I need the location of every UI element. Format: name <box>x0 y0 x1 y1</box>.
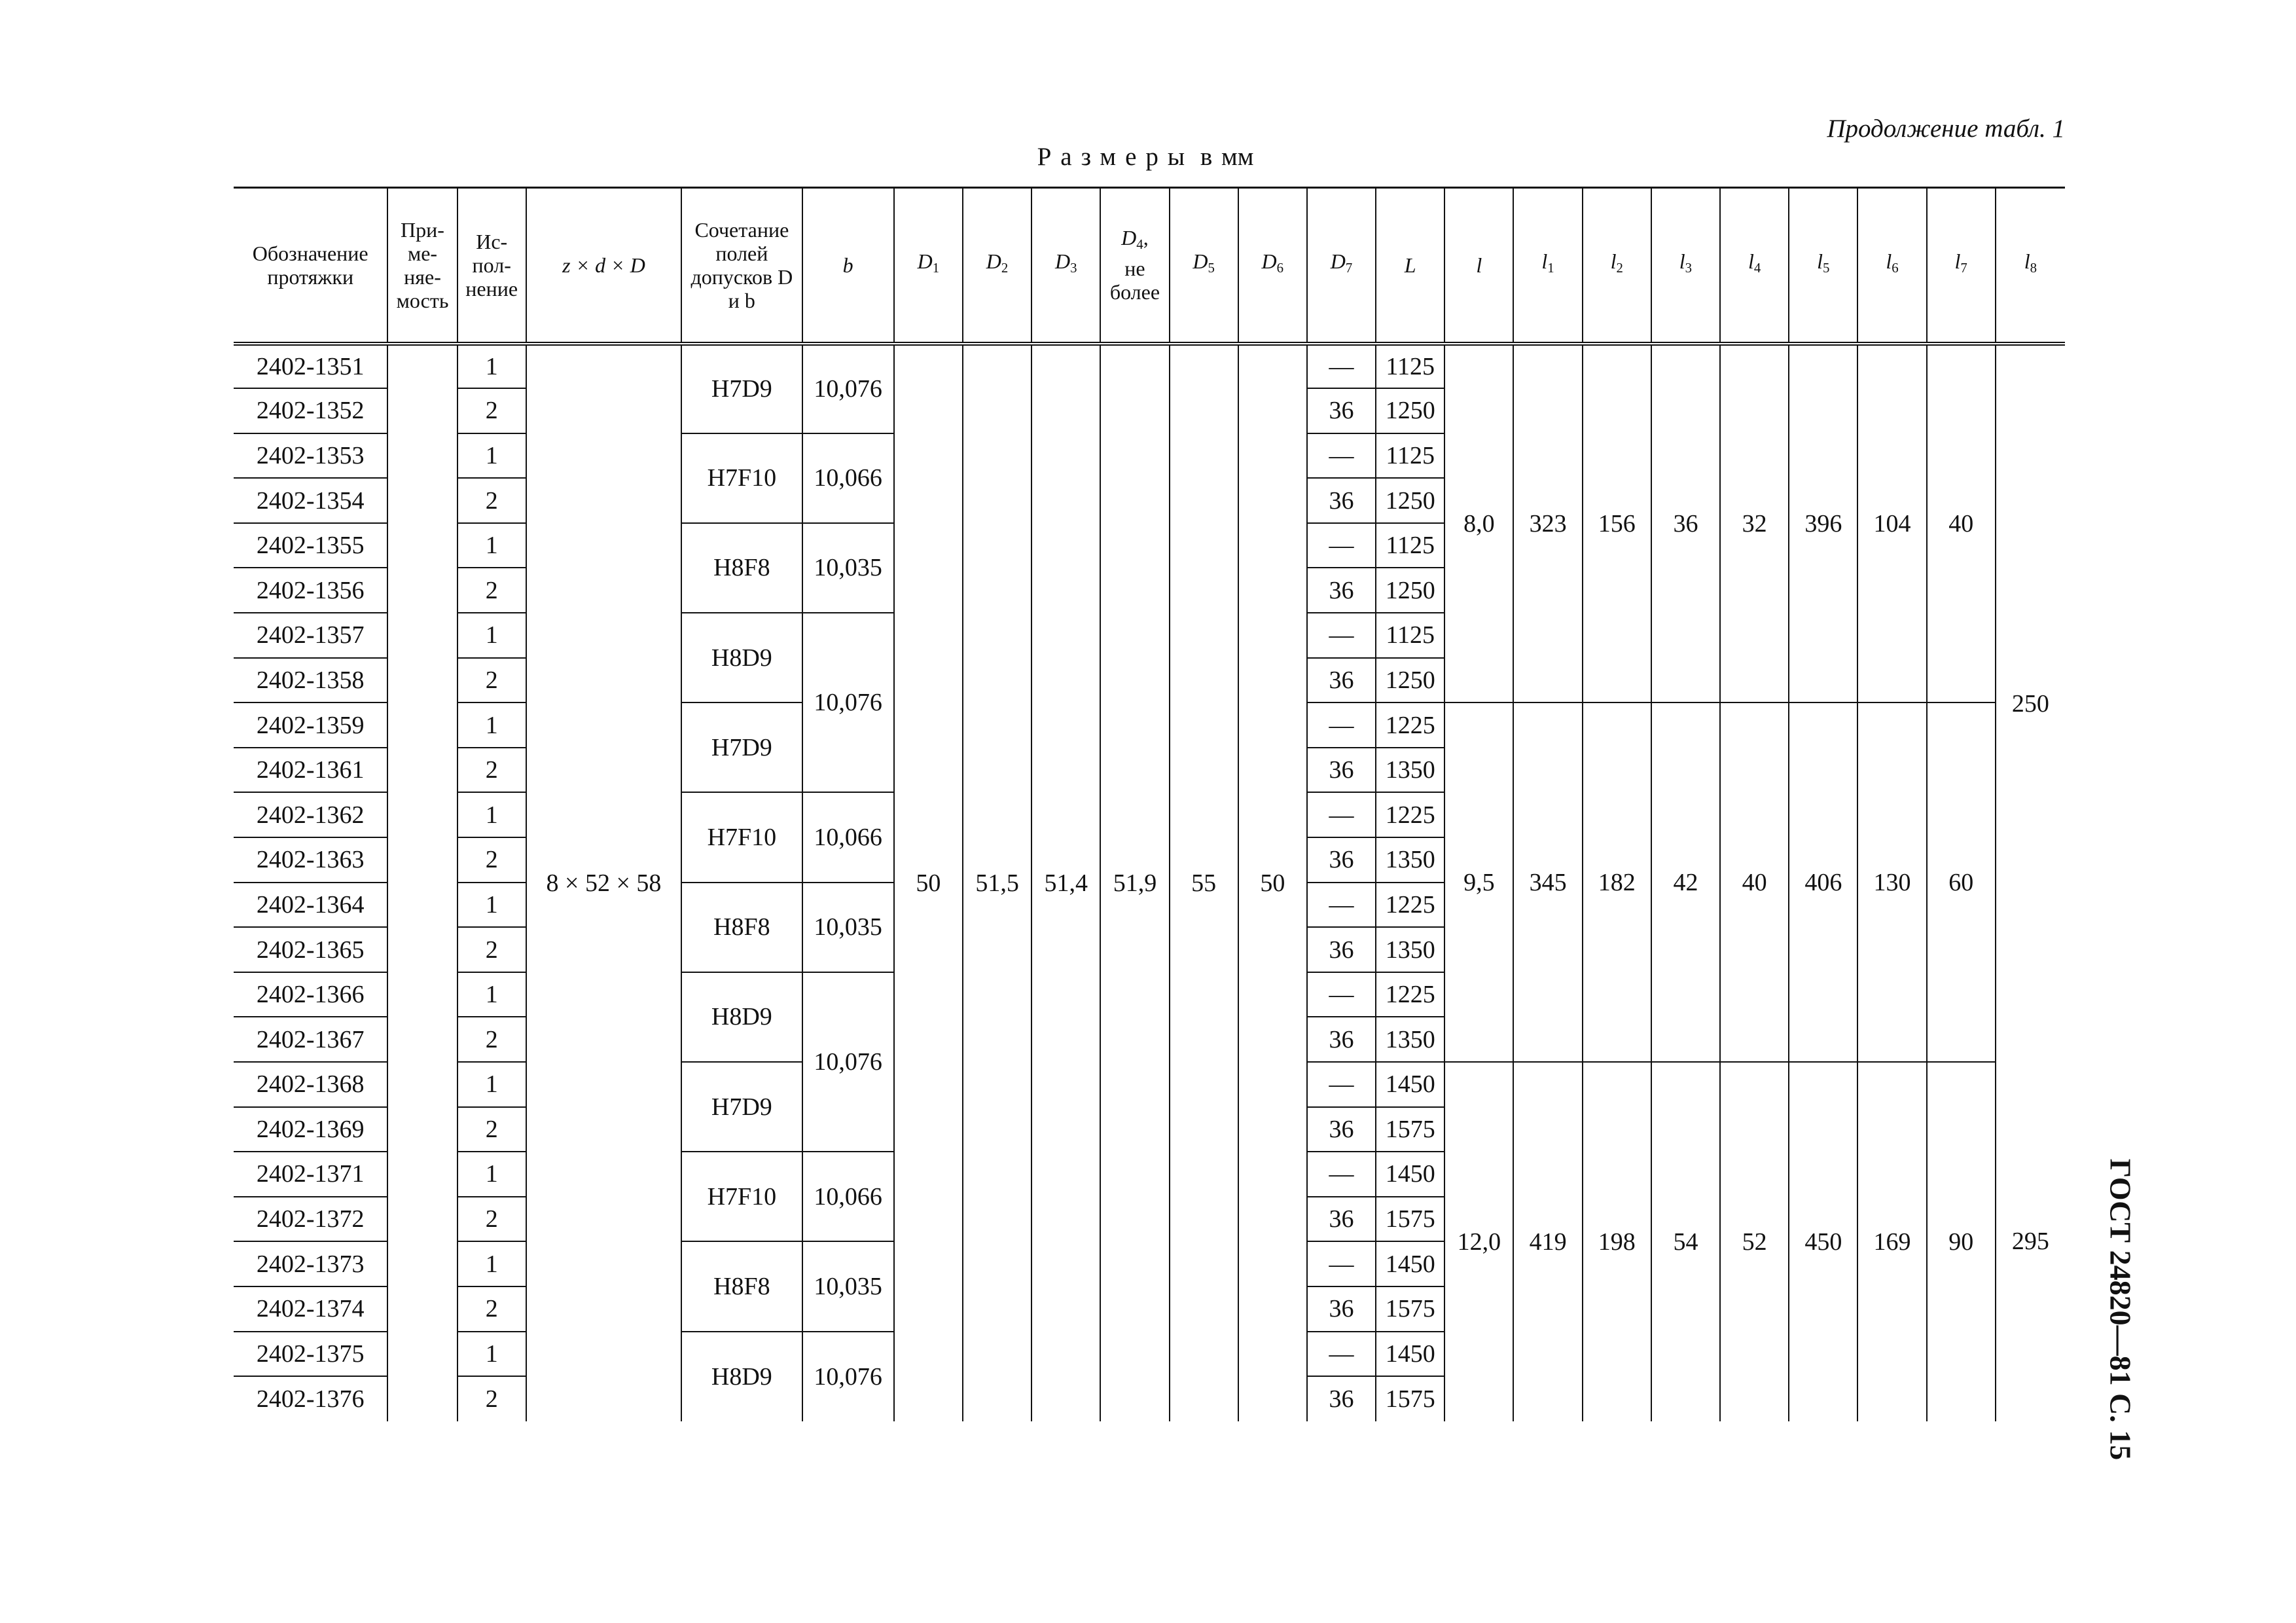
cell-L: 1450 <box>1376 1062 1444 1107</box>
cell-l5: 450 <box>1789 1062 1857 1421</box>
cell-D7: 36 <box>1307 1017 1376 1062</box>
header-L: L <box>1376 188 1444 344</box>
cell-L: 1575 <box>1376 1107 1444 1152</box>
header-l4: $l_4$ <box>1720 188 1789 344</box>
cell-L: 1225 <box>1376 972 1444 1017</box>
cell-D7: — <box>1307 433 1376 479</box>
cell-D7: — <box>1307 883 1376 928</box>
header-l6-index: 6 <box>1892 261 1899 276</box>
cell-version: 2 <box>457 1017 526 1062</box>
cell-version: 2 <box>457 388 526 433</box>
cell-D7: 36 <box>1307 1107 1376 1152</box>
cell-tolerance: H8D9 <box>681 1332 802 1421</box>
cell-D7: — <box>1307 1241 1376 1286</box>
cell-L: 1575 <box>1376 1197 1444 1242</box>
cell-version: 2 <box>457 1376 526 1421</box>
cell-version: 2 <box>457 568 526 613</box>
cell-b: 10,076 <box>802 344 894 433</box>
cell-D7: 36 <box>1307 658 1376 703</box>
cell-version: 1 <box>457 883 526 928</box>
cell-l6: 104 <box>1857 344 1926 703</box>
header-D7-index: 7 <box>1345 261 1353 276</box>
cell-D4: 51,9 <box>1100 344 1169 1421</box>
cell-designation: 2402-1352 <box>234 388 387 433</box>
cell-version: 1 <box>457 792 526 837</box>
cell-L: 1250 <box>1376 658 1444 703</box>
cell-version: 1 <box>457 523 526 568</box>
cell-l8: 250 <box>1996 344 2065 1063</box>
cell-D7: 36 <box>1307 837 1376 883</box>
cell-version: 2 <box>457 927 526 972</box>
cell-L: 1575 <box>1376 1376 1444 1421</box>
cell-l: 9,5 <box>1444 702 1513 1062</box>
cell-version: 1 <box>457 702 526 748</box>
header-D4: $D_4$, не более <box>1100 188 1169 344</box>
header-l5: $l_5$ <box>1789 188 1857 344</box>
cell-b: 10,066 <box>802 433 894 523</box>
cell-designation: 2402-1358 <box>234 658 387 703</box>
cell-l7: 60 <box>1927 702 1996 1062</box>
cell-L: 1350 <box>1376 927 1444 972</box>
units-caption-unit: мм <box>1221 143 1254 171</box>
cell-D7: 36 <box>1307 748 1376 793</box>
cell-l4: 52 <box>1720 1062 1789 1421</box>
cell-designation: 2402-1359 <box>234 702 387 748</box>
cell-tolerance: H8F8 <box>681 1241 802 1331</box>
side-stamp-text: ГОСТ 24820—81 С. 15 <box>2104 1158 2138 1461</box>
cell-L: 1250 <box>1376 568 1444 613</box>
cell-tolerance: H7F10 <box>681 1152 802 1241</box>
cell-version: 2 <box>457 658 526 703</box>
cell-D7: — <box>1307 613 1376 658</box>
cell-designation: 2402-1351 <box>234 344 387 389</box>
cell-D7: — <box>1307 702 1376 748</box>
cell-version: 1 <box>457 1062 526 1107</box>
cell-D7: — <box>1307 523 1376 568</box>
cell-version: 1 <box>457 972 526 1017</box>
header-l: l <box>1444 188 1513 344</box>
cell-l4: 32 <box>1720 344 1789 703</box>
cell-l: 12,0 <box>1444 1062 1513 1421</box>
header-l2: $l_2$ <box>1583 188 1651 344</box>
cell-zdD: 8 × 52 × 58 <box>526 344 681 1421</box>
cell-tolerance: H8D9 <box>681 972 802 1062</box>
cell-version: 2 <box>457 748 526 793</box>
cell-L: 1250 <box>1376 478 1444 523</box>
cell-b: 10,076 <box>802 972 894 1152</box>
cell-l1: 419 <box>1513 1062 1582 1421</box>
header-l2-index: 2 <box>1616 261 1623 276</box>
cell-D7: — <box>1307 1062 1376 1107</box>
cell-D6: 50 <box>1238 344 1307 1421</box>
header-D2-index: 2 <box>1001 261 1009 276</box>
cell-D7: — <box>1307 1152 1376 1197</box>
cell-designation: 2402-1369 <box>234 1107 387 1152</box>
cell-designation: 2402-1357 <box>234 613 387 658</box>
table-header-row <box>234 188 2065 344</box>
header-D4-index: 4 <box>1136 237 1143 253</box>
header-designation: Обозначение протяжки <box>234 188 387 344</box>
header-D2: $D_2$ <box>963 188 1031 344</box>
cell-l3: 54 <box>1651 1062 1720 1421</box>
cell-b: 10,066 <box>802 792 894 882</box>
header-l1: $l_1$ <box>1513 188 1582 344</box>
header-l7-index: 7 <box>1960 261 1967 276</box>
header-D5-index: 5 <box>1208 261 1215 276</box>
cell-tolerance: H8F8 <box>681 523 802 613</box>
cell-b: 10,035 <box>802 883 894 972</box>
cell-D7: — <box>1307 1332 1376 1377</box>
cell-D7: — <box>1307 344 1376 389</box>
cell-L: 1450 <box>1376 1241 1444 1286</box>
cell-l5: 406 <box>1789 702 1857 1062</box>
side-stamp <box>2094 1146 2147 1473</box>
cell-D7: 36 <box>1307 1197 1376 1242</box>
cell-D7: 36 <box>1307 478 1376 523</box>
cell-L: 1350 <box>1376 1017 1444 1062</box>
cell-tolerance: H8D9 <box>681 613 802 702</box>
header-l3-index: 3 <box>1685 261 1693 276</box>
cell-designation: 2402-1374 <box>234 1286 387 1332</box>
cell-D7: 36 <box>1307 1376 1376 1421</box>
cell-L: 1225 <box>1376 792 1444 837</box>
cell-designation: 2402-1372 <box>234 1197 387 1242</box>
cell-version: 2 <box>457 1197 526 1242</box>
cell-L: 1350 <box>1376 837 1444 883</box>
cell-version: 1 <box>457 1241 526 1286</box>
cell-tolerance: H8F8 <box>681 883 802 972</box>
header-tolerance: Сочетание полей допусков D и b <box>681 188 802 344</box>
cell-l5: 396 <box>1789 344 1857 703</box>
cell-designation: 2402-1367 <box>234 1017 387 1062</box>
header-D6: $D_6$ <box>1238 188 1307 344</box>
header-D3-index: 3 <box>1070 261 1077 276</box>
header-l3: $l_3$ <box>1651 188 1720 344</box>
cell-L: 1225 <box>1376 702 1444 748</box>
units-caption-label: Размеры <box>1037 143 1194 171</box>
cell-L: 1125 <box>1376 523 1444 568</box>
cell-l6: 169 <box>1857 1062 1926 1421</box>
cell-designation: 2402-1361 <box>234 748 387 793</box>
units-caption <box>916 141 1374 173</box>
cell-version: 1 <box>457 1152 526 1197</box>
cell-designation: 2402-1365 <box>234 927 387 972</box>
cell-D7: 36 <box>1307 927 1376 972</box>
cell-designation: 2402-1354 <box>234 478 387 523</box>
header-D1: $D_1$ <box>894 188 963 344</box>
cell-version: 2 <box>457 1107 526 1152</box>
cell-designation: 2402-1375 <box>234 1332 387 1377</box>
header-l6: $l_6$ <box>1857 188 1926 344</box>
cell-l7: 90 <box>1927 1062 1996 1421</box>
cell-L: 1125 <box>1376 344 1444 389</box>
cell-designation: 2402-1355 <box>234 523 387 568</box>
cell-l4: 40 <box>1720 702 1789 1062</box>
header-l8: $l_8$ <box>1996 188 2065 344</box>
cell-L: 1450 <box>1376 1332 1444 1377</box>
cell-b: 10,066 <box>802 1152 894 1241</box>
cell-version: 1 <box>457 344 526 389</box>
cell-l3: 42 <box>1651 702 1720 1062</box>
table-row <box>234 344 2065 389</box>
cell-tolerance: H7D9 <box>681 1062 802 1152</box>
units-caption-preposition: в <box>1200 143 1213 171</box>
cell-D7: 36 <box>1307 1286 1376 1332</box>
cell-tolerance: H7D9 <box>681 702 802 792</box>
header-l5-index: 5 <box>1823 261 1830 276</box>
cell-designation: 2402-1376 <box>234 1376 387 1421</box>
cell-D7: — <box>1307 972 1376 1017</box>
header-applicability: При- ме- няе- мость <box>387 188 457 344</box>
header-zdD: z × d × D <box>526 188 681 344</box>
cell-D5: 55 <box>1170 344 1238 1421</box>
header-D7: $D_7$ <box>1307 188 1376 344</box>
cell-designation: 2402-1353 <box>234 433 387 479</box>
cell-l2: 198 <box>1583 1062 1651 1421</box>
header-l7: $l_7$ <box>1927 188 1996 344</box>
cell-designation: 2402-1373 <box>234 1241 387 1286</box>
cell-D7: 36 <box>1307 568 1376 613</box>
cell-L: 1450 <box>1376 1152 1444 1197</box>
table-continuation-label: Продолжение табл. 1 <box>1827 115 2065 143</box>
cell-D2: 51,5 <box>963 344 1031 1421</box>
cell-tolerance: H7F10 <box>681 792 802 882</box>
cell-designation: 2402-1368 <box>234 1062 387 1107</box>
cell-L: 1125 <box>1376 433 1444 479</box>
cell-l8: 295 <box>1996 1062 2065 1421</box>
cell-L: 1125 <box>1376 613 1444 658</box>
cell-version: 2 <box>457 837 526 883</box>
cell-D1: 50 <box>894 344 963 1421</box>
cell-l: 8,0 <box>1444 344 1513 703</box>
cell-l1: 323 <box>1513 344 1582 703</box>
header-D3: $D_3$ <box>1031 188 1100 344</box>
header-version: Ис- пол- нение <box>457 188 526 344</box>
header-b: b <box>802 188 894 344</box>
cell-version: 2 <box>457 1286 526 1332</box>
header-D4-note: не более <box>1109 257 1160 304</box>
cell-designation: 2402-1366 <box>234 972 387 1017</box>
cell-L: 1350 <box>1376 748 1444 793</box>
cell-b: 10,035 <box>802 1241 894 1331</box>
broach-dimensions-table <box>234 187 2065 1421</box>
cell-L: 1575 <box>1376 1286 1444 1332</box>
cell-designation: 2402-1364 <box>234 883 387 928</box>
header-D1-index: 1 <box>932 261 940 276</box>
cell-version: 1 <box>457 613 526 658</box>
cell-l2: 156 <box>1583 344 1651 703</box>
header-D6-index: 6 <box>1276 261 1284 276</box>
cell-L: 1225 <box>1376 883 1444 928</box>
header-D5: $D_5$ <box>1170 188 1238 344</box>
cell-l1: 345 <box>1513 702 1582 1062</box>
cell-D3: 51,4 <box>1031 344 1100 1421</box>
header-l1-index: 1 <box>1547 261 1554 276</box>
cell-designation: 2402-1356 <box>234 568 387 613</box>
cell-version: 1 <box>457 433 526 479</box>
cell-designation: 2402-1362 <box>234 792 387 837</box>
cell-l7: 40 <box>1927 344 1996 703</box>
cell-L: 1250 <box>1376 388 1444 433</box>
cell-designation: 2402-1371 <box>234 1152 387 1197</box>
cell-version: 2 <box>457 478 526 523</box>
cell-tolerance: H7D9 <box>681 344 802 433</box>
cell-D7: 36 <box>1307 388 1376 433</box>
header-l4-index: 4 <box>1753 261 1761 276</box>
cell-designation: 2402-1363 <box>234 837 387 883</box>
cell-b: 10,076 <box>802 613 894 792</box>
cell-b: 10,035 <box>802 523 894 613</box>
cell-l2: 182 <box>1583 702 1651 1062</box>
cell-D7: — <box>1307 792 1376 837</box>
cell-version: 1 <box>457 1332 526 1377</box>
cell-l6: 130 <box>1857 702 1926 1062</box>
cell-b: 10,076 <box>802 1332 894 1421</box>
header-l8-index: 8 <box>2030 261 2037 276</box>
cell-applicability <box>387 344 457 1421</box>
cell-l3: 36 <box>1651 344 1720 703</box>
cell-tolerance: H7F10 <box>681 433 802 523</box>
